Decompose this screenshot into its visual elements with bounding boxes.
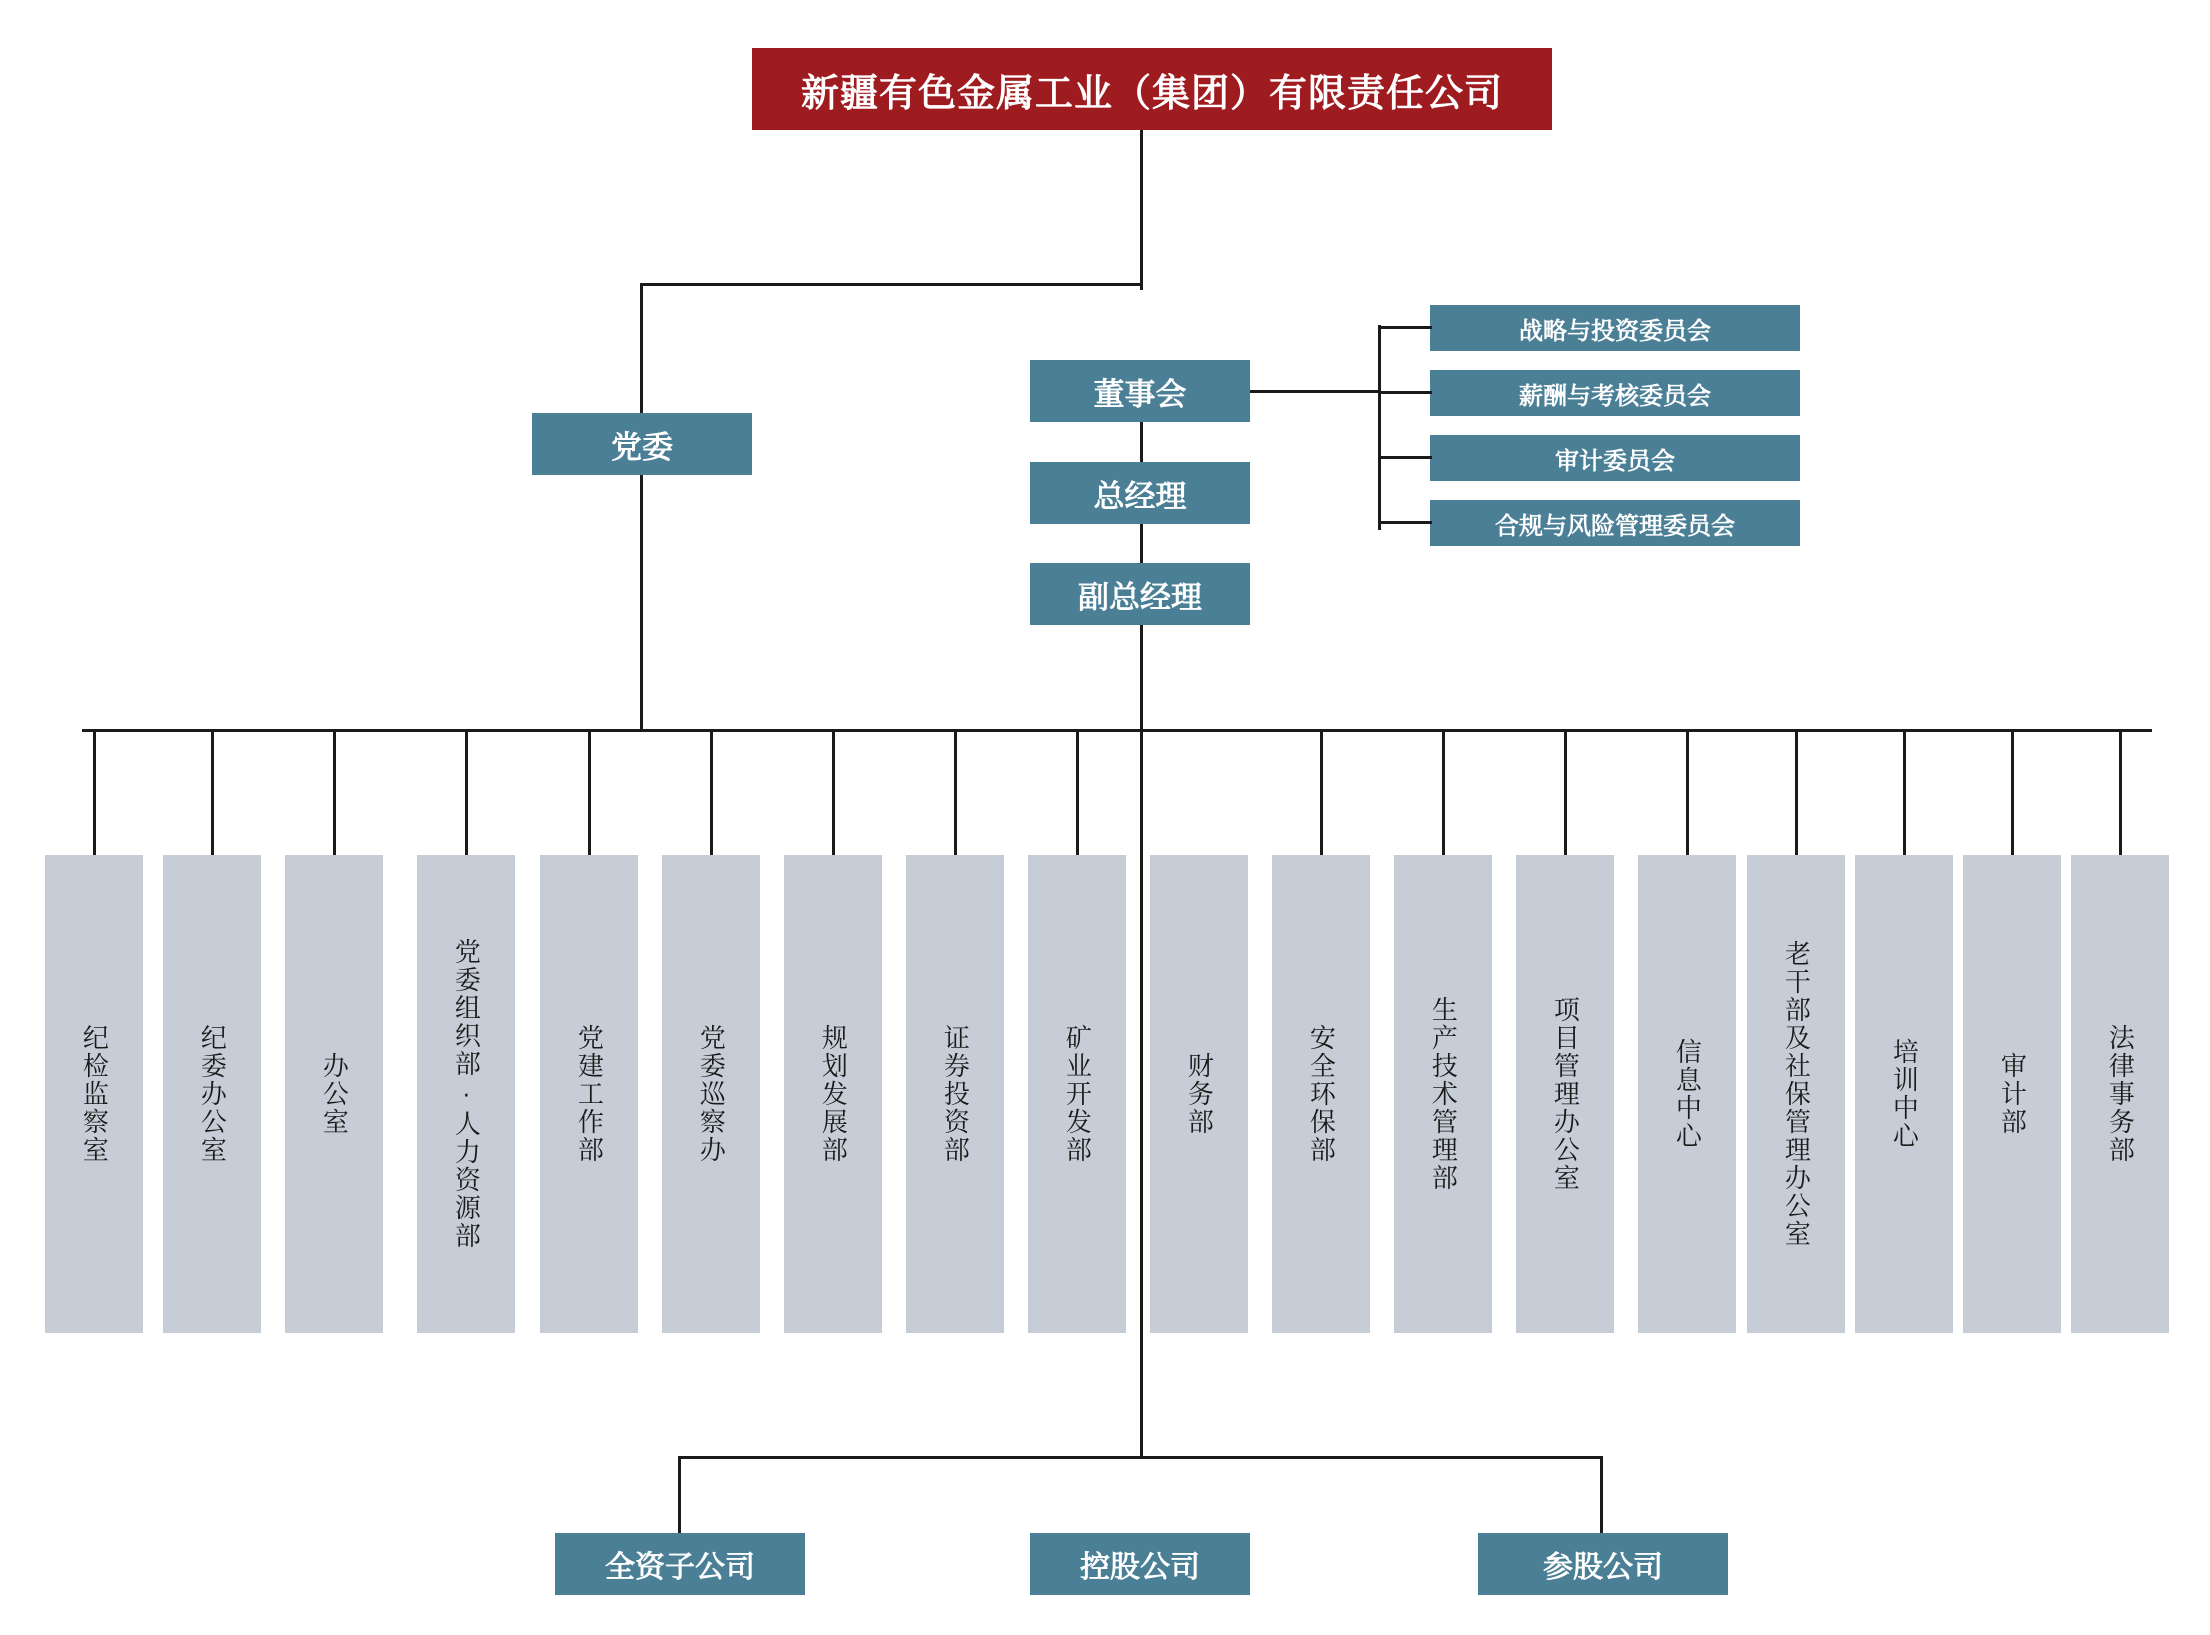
dept-box-8 — [1028, 855, 1126, 1333]
node-board — [1030, 360, 1250, 422]
node-deputy-general-manager-label: 副总经理 — [1078, 579, 1202, 615]
node-subsidiary-wholly-owned-label: 全资子公司 — [605, 1551, 755, 1584]
dept-box-4 — [540, 855, 638, 1333]
connector-committee-0 — [1378, 326, 1432, 329]
connector-board-to-committees — [1250, 390, 1380, 393]
connector-dept-drop-15 — [1903, 729, 1906, 855]
dept-box-14 — [1747, 855, 1845, 1333]
node-board-label: 董事会 — [1093, 376, 1187, 412]
connector-dept-drop-14 — [1795, 729, 1798, 855]
connector-dgm-to-bus — [1140, 625, 1143, 730]
dept-label-3: 党委组织部·人力资源部 — [451, 938, 482, 1250]
connector-subsidiary-bus — [678, 1456, 1603, 1459]
connector-spine-to-subsidiaries — [1140, 732, 1143, 1459]
node-committee-remuneration-appraisal-label: 薪酬与考核委员会 — [1519, 382, 1711, 410]
dept-box-6 — [784, 855, 882, 1333]
dept-box-0 — [45, 855, 143, 1333]
node-subsidiary-holding — [1030, 1533, 1250, 1595]
node-committee-strategy-investment-label: 战略与投资委员会 — [1519, 317, 1711, 345]
node-subsidiary-participating — [1478, 1533, 1728, 1595]
dept-label-14: 老干部及社保管理办公室 — [1781, 940, 1812, 1248]
connector-dept-drop-17 — [2119, 729, 2122, 855]
dept-label-5: 党委巡察办 — [696, 1024, 727, 1164]
connector-dept-drop-2 — [333, 729, 336, 855]
dept-box-3 — [417, 855, 515, 1333]
node-committee-compliance-risk-label: 合规与风险管理委员会 — [1495, 512, 1735, 540]
connector-dept-drop-8 — [1076, 729, 1079, 855]
dept-label-8: 矿业开发部 — [1062, 1024, 1093, 1164]
node-committee-remuneration-appraisal — [1430, 370, 1800, 416]
connector-subsidiary-drop-0 — [678, 1456, 681, 1536]
dept-box-10 — [1272, 855, 1370, 1333]
connector-committee-trunk — [1378, 325, 1381, 530]
dept-box-16 — [1963, 855, 2061, 1333]
connector-dept-drop-11 — [1442, 729, 1445, 855]
dept-box-5 — [662, 855, 760, 1333]
connector-dept-drop-0 — [93, 729, 96, 855]
dept-label-11: 生产技术管理部 — [1428, 996, 1459, 1192]
node-committee-audit — [1430, 435, 1800, 481]
connector-dept-drop-10 — [1320, 729, 1323, 855]
connector-dept-drop-16 — [2011, 729, 2014, 855]
connector-dept-drop-12 — [1564, 729, 1567, 855]
connector-party-stem — [640, 283, 643, 416]
connector-dept-drop-6 — [832, 729, 835, 855]
node-deputy-general-manager — [1030, 563, 1250, 625]
node-committee-strategy-investment — [1430, 305, 1800, 351]
node-party-committee — [532, 413, 752, 475]
dept-label-7: 证券投资部 — [940, 1024, 971, 1164]
connector-party-to-bus — [640, 475, 643, 730]
dept-label-4: 党建工作部 — [574, 1024, 605, 1164]
dept-label-17: 法律事务部 — [2105, 1024, 2136, 1164]
connector-gm-to-dgm — [1140, 524, 1143, 563]
node-general-manager-label: 总经理 — [1093, 478, 1187, 514]
connector-committee-1 — [1378, 391, 1432, 394]
dept-box-2 — [285, 855, 383, 1333]
dept-label-16: 审计部 — [1997, 1052, 2028, 1136]
dept-label-6: 规划发展部 — [818, 1024, 849, 1164]
node-subsidiary-participating-label: 参股公司 — [1543, 1551, 1663, 1584]
connector-dept-drop-1 — [211, 729, 214, 855]
root-node-company — [752, 48, 1552, 130]
dept-label-13: 信息中心 — [1672, 1038, 1703, 1150]
node-subsidiary-wholly-owned — [555, 1533, 805, 1595]
dept-box-11 — [1394, 855, 1492, 1333]
connector-subsidiary-drop-2 — [1600, 1456, 1603, 1536]
connector-committee-2 — [1378, 456, 1432, 459]
dept-box-17 — [2071, 855, 2169, 1333]
node-committee-audit-label: 审计委员会 — [1555, 447, 1675, 475]
connector-board-to-gm — [1140, 422, 1143, 462]
root-node-label: 新疆有色金属工业（集团）有限责任公司 — [800, 72, 1503, 115]
connector-committee-3 — [1378, 521, 1432, 524]
connector-root-branch — [640, 283, 1143, 286]
connector-dept-drop-4 — [588, 729, 591, 855]
node-general-manager — [1030, 462, 1250, 524]
connector-dept-drop-3 — [465, 729, 468, 855]
connector-dept-drop-7 — [954, 729, 957, 855]
dept-box-12 — [1516, 855, 1614, 1333]
dept-label-12: 项目管理办公室 — [1550, 996, 1581, 1192]
dept-label-9: 财务部 — [1184, 1052, 1215, 1136]
dept-box-13 — [1638, 855, 1736, 1333]
connector-dept-drop-13 — [1686, 729, 1689, 855]
dept-box-7 — [906, 855, 1004, 1333]
dept-box-9 — [1150, 855, 1248, 1333]
dept-box-15 — [1855, 855, 1953, 1333]
dept-label-10: 安全环保部 — [1306, 1024, 1337, 1164]
connector-department-bus — [82, 729, 2152, 732]
dept-box-1 — [163, 855, 261, 1333]
connector-dept-drop-5 — [710, 729, 713, 855]
dept-label-0: 纪检监察室 — [79, 1024, 110, 1164]
dept-label-2: 办公室 — [319, 1052, 350, 1136]
dept-label-15: 培训中心 — [1889, 1038, 1920, 1150]
node-subsidiary-holding-label: 控股公司 — [1080, 1551, 1200, 1584]
node-committee-compliance-risk — [1430, 500, 1800, 546]
connector-root-stem — [1140, 130, 1143, 290]
dept-label-1: 纪委办公室 — [197, 1024, 228, 1164]
node-party-committee-label: 党委 — [611, 429, 673, 465]
